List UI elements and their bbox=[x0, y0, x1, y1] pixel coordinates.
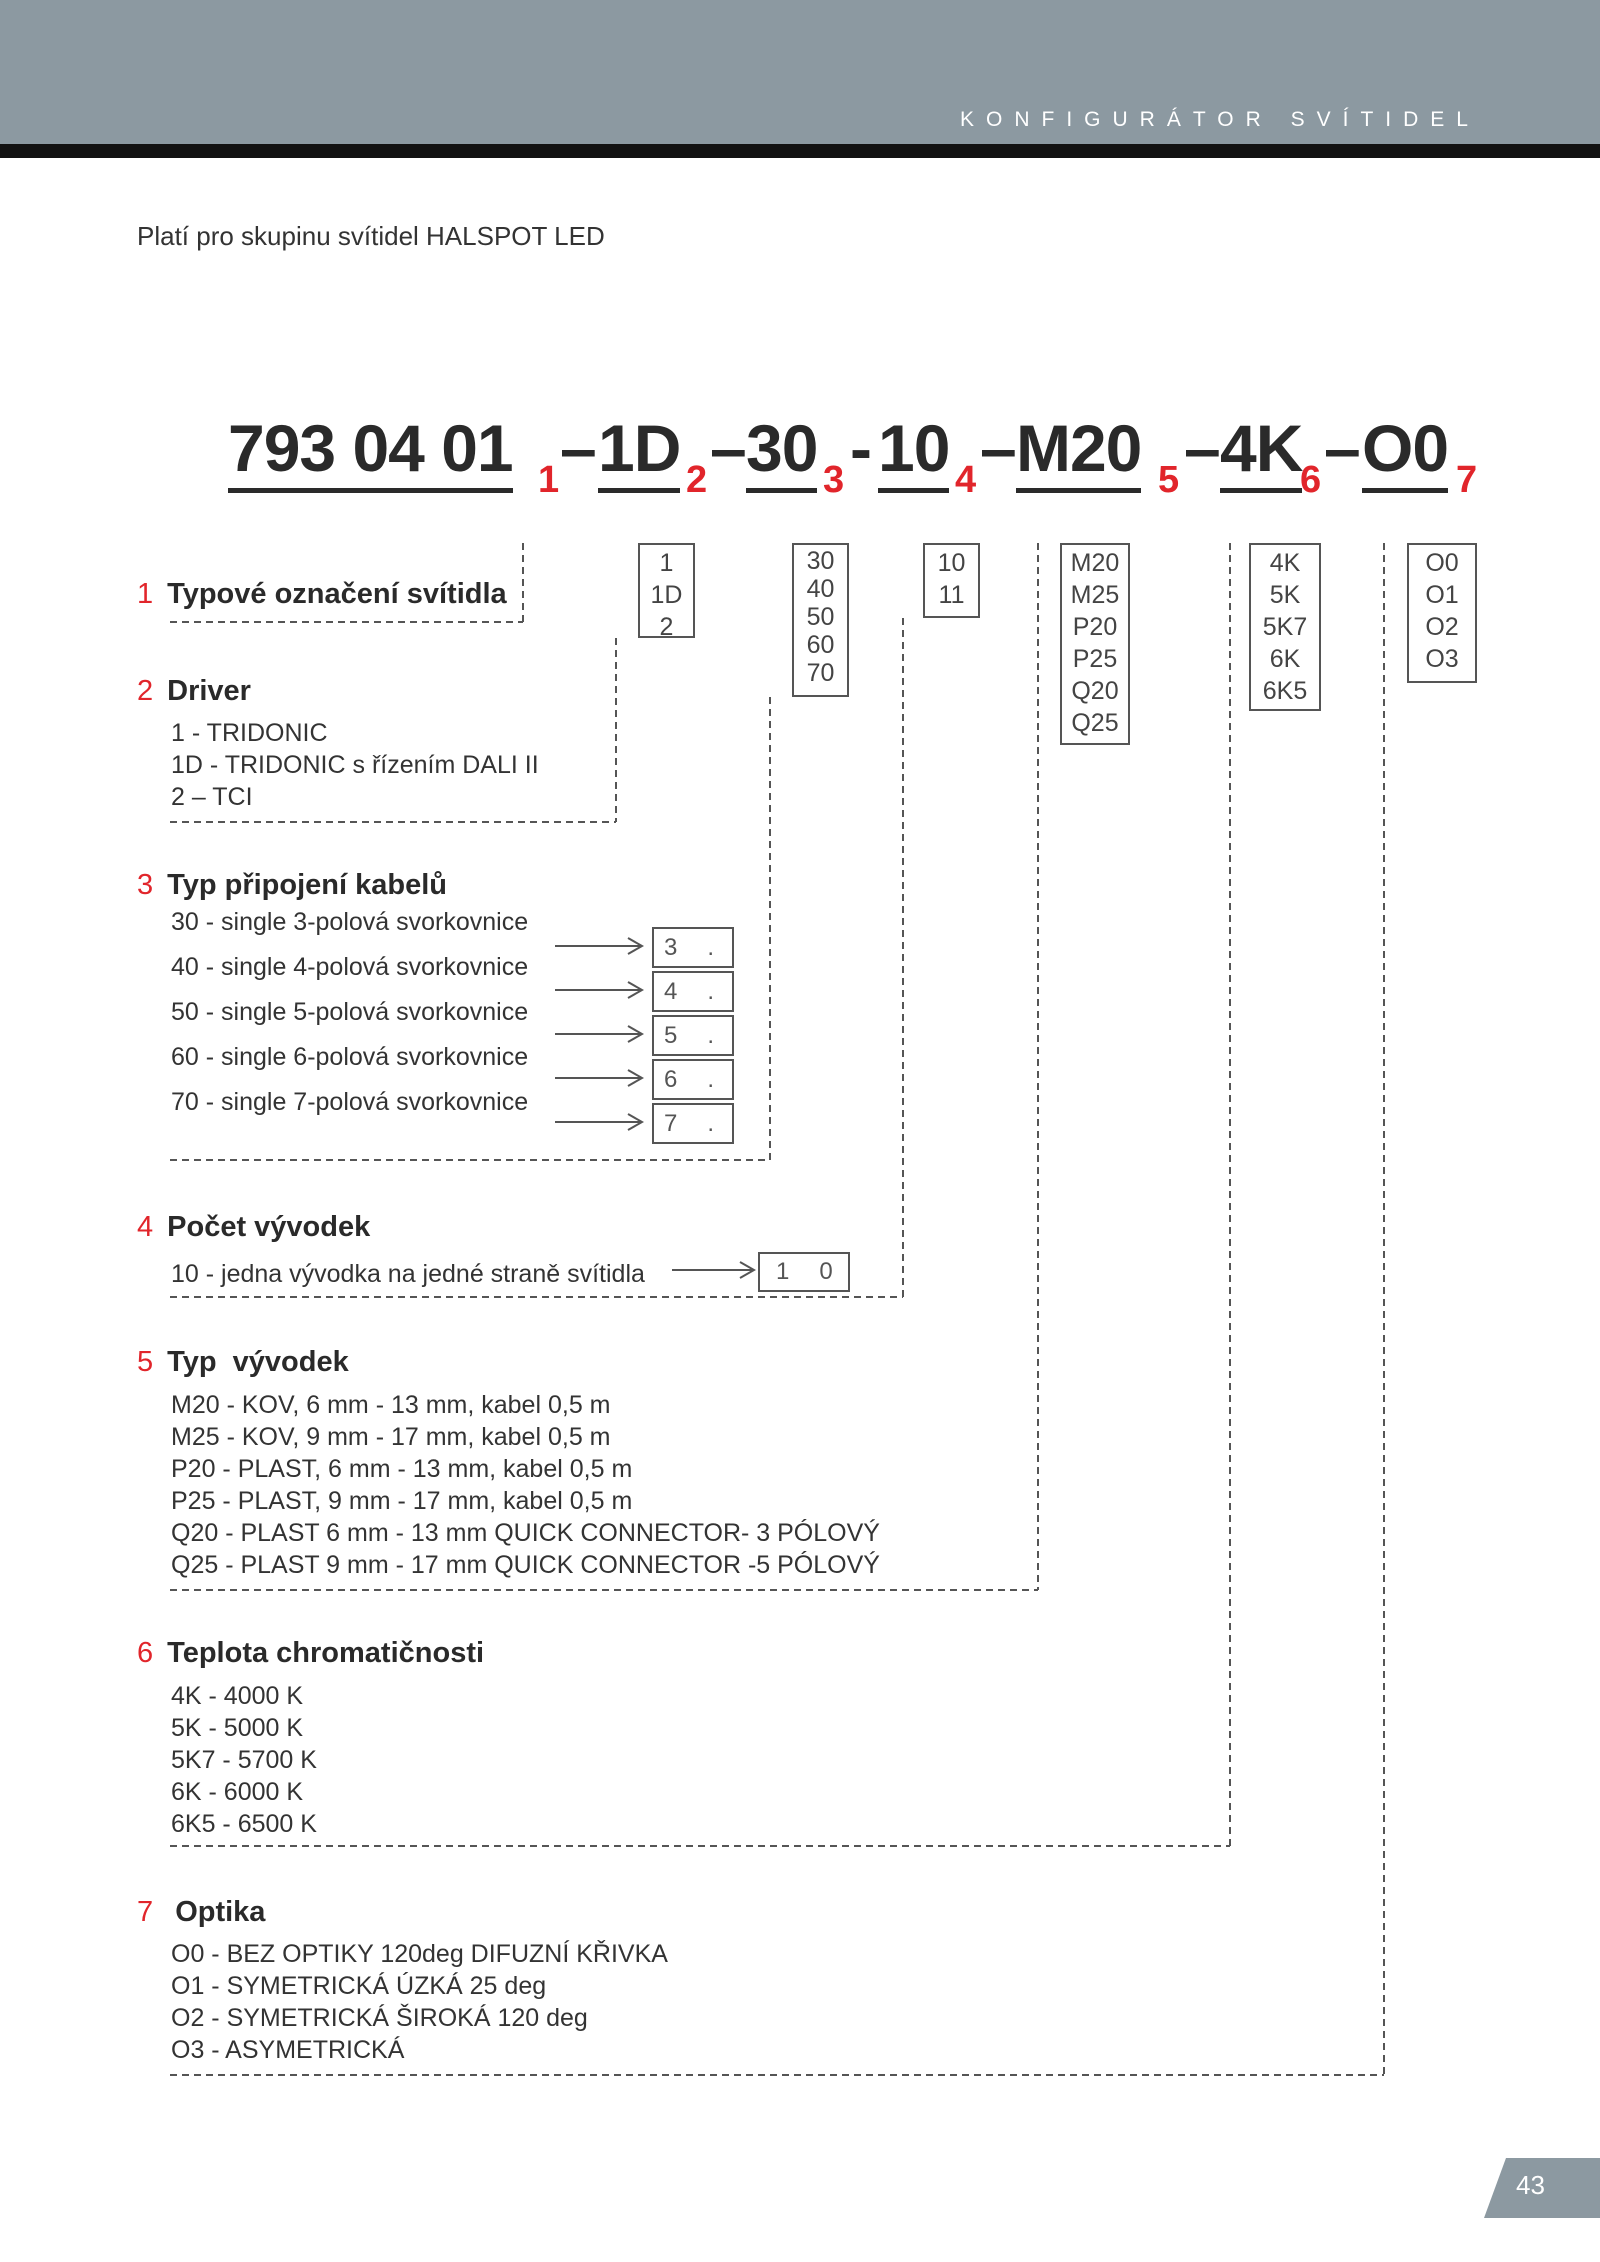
section-7-heading bbox=[137, 1896, 265, 1929]
code-dash: – bbox=[1184, 411, 1220, 485]
cable-option: 40 bbox=[806, 575, 835, 603]
code-number-1: 1 bbox=[538, 459, 560, 501]
driver-option: 2 bbox=[659, 613, 674, 641]
code-cable: 30 bbox=[746, 408, 817, 493]
cable-code-box: 6. bbox=[652, 1059, 734, 1100]
temp-option: 4K bbox=[1269, 549, 1301, 577]
type-line: Q25 - PLAST 9 mm - 17 mm QUICK CONNECTOR -5 PÓLOVÝ bbox=[171, 1551, 880, 1579]
type-option: Q20 bbox=[1071, 677, 1119, 705]
cable-code-box: 4. bbox=[652, 971, 734, 1012]
code-number-5: 5 bbox=[1158, 459, 1180, 501]
type-line: P20 - PLAST, 6 mm - 13 mm, kabel 0,5 m bbox=[171, 1455, 633, 1483]
section-number: 6 bbox=[137, 1637, 154, 1669]
type-option: M20 bbox=[1070, 549, 1120, 577]
optics-option: O2 bbox=[1425, 613, 1459, 641]
code-dash: – bbox=[1324, 411, 1360, 485]
cable-line: 60 - single 6-polová svorkovnice bbox=[171, 1043, 529, 1071]
cable-option: 70 bbox=[806, 659, 835, 687]
type-option: Q25 bbox=[1071, 709, 1119, 737]
optics-line: O1 - SYMETRICKÁ ÚZKÁ 25 deg bbox=[171, 1972, 547, 2000]
optics-line: O3 - ASYMETRICKÁ bbox=[171, 2036, 405, 2064]
code-number-3: 3 bbox=[823, 459, 845, 501]
section-number: 7 bbox=[137, 1896, 154, 1928]
cable-line: 30 - single 3-polová svorkovnice bbox=[171, 908, 529, 936]
section-title: Typ připojení kabelů bbox=[167, 869, 447, 901]
cable-option: 60 bbox=[806, 631, 835, 659]
optics-line: O2 - SYMETRICKÁ ŠIROKÁ 120 deg bbox=[171, 2004, 588, 2032]
section-6-heading bbox=[137, 1637, 484, 1670]
temp-line: 5K - 5000 K bbox=[171, 1714, 304, 1742]
code-count: 10 bbox=[878, 408, 949, 493]
code-optics: O0 bbox=[1362, 408, 1448, 493]
driver-option: 1D bbox=[650, 581, 683, 609]
code-temp: 4K bbox=[1220, 408, 1302, 493]
type-line: P25 - PLAST, 9 mm - 17 mm, kabel 0,5 m bbox=[171, 1487, 633, 1515]
section-title: Počet vývodek bbox=[167, 1211, 371, 1243]
section-title: Driver bbox=[167, 675, 251, 707]
type-line: M25 - KOV, 9 mm - 17 mm, kabel 0,5 m bbox=[171, 1423, 611, 1451]
section-2-lines bbox=[171, 717, 539, 813]
driver-option: 1 bbox=[659, 549, 674, 577]
driver-line: 1 - TRIDONIC bbox=[171, 719, 328, 747]
section-4-heading bbox=[137, 1211, 370, 1244]
code-type: M20 bbox=[1016, 408, 1141, 493]
temp-option: 5K bbox=[1269, 581, 1301, 609]
temp-line: 4K - 4000 K bbox=[171, 1682, 304, 1710]
cable-line: 50 - single 5-polová svorkovnice bbox=[171, 998, 529, 1026]
temp-line: 5K7 - 5700 K bbox=[171, 1746, 317, 1774]
optics-option: O1 bbox=[1425, 581, 1459, 609]
code-base: 793 04 01 bbox=[228, 408, 513, 493]
type-options-box bbox=[1060, 543, 1130, 745]
section-title: Typové označení svítidla bbox=[167, 578, 507, 610]
section-5-lines bbox=[171, 1389, 880, 1581]
section-title: Teplota chromatičnosti bbox=[167, 1637, 485, 1669]
section-3-heading bbox=[137, 869, 447, 902]
section-number: 5 bbox=[137, 1346, 154, 1378]
temp-option: 6K bbox=[1269, 645, 1301, 673]
page-number: 43 bbox=[1516, 2170, 1545, 2200]
section-1-heading bbox=[137, 578, 507, 611]
optics-option: O3 bbox=[1425, 645, 1459, 673]
cable-line: 70 - single 7-polová svorkovnice bbox=[171, 1088, 529, 1116]
cable-code-box: 5. bbox=[652, 1015, 734, 1056]
section-number: 3 bbox=[137, 869, 154, 901]
type-option: P20 bbox=[1072, 613, 1118, 641]
optics-option: O0 bbox=[1425, 549, 1459, 577]
code-number-2: 2 bbox=[686, 459, 708, 501]
code-dash: - bbox=[850, 411, 871, 485]
temp-options-box bbox=[1249, 543, 1321, 711]
section-number: 1 bbox=[137, 578, 154, 610]
type-line: Q20 - PLAST 6 mm - 13 mm QUICK CONNECTOR- 3 PÓLOVÝ bbox=[171, 1519, 880, 1547]
section-6-lines bbox=[171, 1680, 317, 1840]
count-option: 10 bbox=[937, 549, 966, 577]
temp-option: 6K5 bbox=[1262, 677, 1308, 705]
count-line: 10 - jedna vývodka na jedné straně svítidla bbox=[171, 1260, 645, 1288]
driver-line: 1D - TRIDONIC s řízením DALI II bbox=[171, 751, 539, 779]
code-dash: – bbox=[980, 411, 1016, 485]
cable-option: 30 bbox=[806, 547, 835, 575]
cable-code-box: 7. bbox=[652, 1103, 734, 1144]
section-title: Typ vývodek bbox=[167, 1346, 349, 1378]
temp-line: 6K - 6000 K bbox=[171, 1778, 304, 1806]
section-number: 2 bbox=[137, 675, 154, 707]
cable-code-box: 3. bbox=[652, 927, 734, 968]
code-driver: 1D bbox=[598, 408, 680, 493]
section-title: Optika bbox=[167, 1896, 266, 1928]
count-code-box: 10 bbox=[758, 1252, 850, 1292]
cable-option: 50 bbox=[806, 603, 835, 631]
intro-text: Platí pro skupinu svítidel HALSPOT LED bbox=[137, 221, 605, 251]
code-dash: – bbox=[560, 411, 596, 485]
driver-options-box bbox=[638, 543, 695, 641]
section-5-heading bbox=[137, 1346, 349, 1379]
code-number-7: 7 bbox=[1456, 459, 1478, 501]
type-option: M25 bbox=[1070, 581, 1120, 609]
type-option: P25 bbox=[1072, 645, 1118, 673]
temp-option: 5K7 bbox=[1262, 613, 1308, 641]
optics-line: O0 - BEZ OPTIKY 120deg DIFUZNÍ KŘIVKA bbox=[171, 1940, 668, 1968]
type-line: M20 - KOV, 6 mm - 13 mm, kabel 0,5 m bbox=[171, 1391, 611, 1419]
section-4-lines bbox=[171, 1258, 645, 1290]
section-2-heading bbox=[137, 675, 251, 708]
driver-line: 2 – TCI bbox=[171, 783, 253, 811]
optics-options-box bbox=[1407, 543, 1477, 683]
cable-options-box bbox=[792, 543, 849, 697]
section-number: 4 bbox=[137, 1211, 154, 1243]
code-number-4: 4 bbox=[955, 459, 977, 501]
temp-line: 6K5 - 6500 K bbox=[171, 1810, 317, 1838]
cable-line: 40 - single 4-polová svorkovnice bbox=[171, 953, 529, 981]
code-number-6: 6 bbox=[1300, 459, 1322, 501]
section-7-lines bbox=[171, 1938, 668, 2066]
code-dash: – bbox=[710, 411, 746, 485]
header-title: KONFIGURÁTOR SVÍTIDEL bbox=[960, 108, 1480, 131]
count-options-box bbox=[923, 543, 980, 618]
count-option: 11 bbox=[938, 581, 965, 609]
